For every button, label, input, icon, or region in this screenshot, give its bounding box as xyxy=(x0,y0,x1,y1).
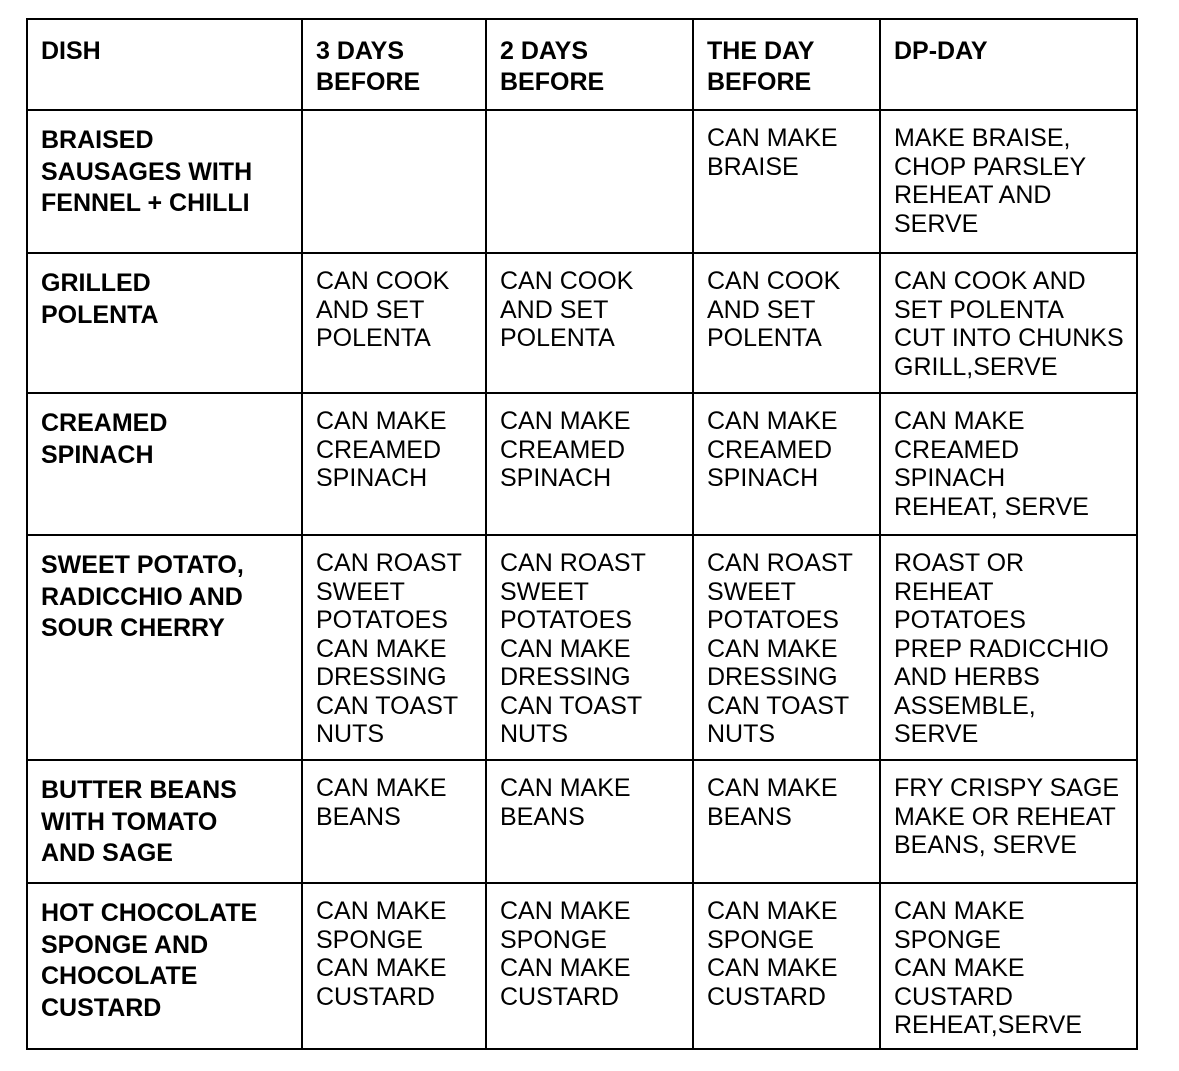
task-cell: CAN ROAST SWEET POTATOES CAN MAKE DRESSING CAN TOAST NUTS xyxy=(693,535,880,760)
task-cell: CAN ROAST SWEET POTATOES CAN MAKE DRESSING CAN TOAST NUTS xyxy=(302,535,486,760)
task-cell: CAN MAKE SPONGE CAN MAKE CUSTARD REHEAT,SERVE xyxy=(880,883,1137,1049)
task-cell: CAN MAKE CREAMED SPINACH xyxy=(486,393,693,535)
task-cell: CAN MAKE CREAMED SPINACH REHEAT, SERVE xyxy=(880,393,1137,535)
table-row xyxy=(27,883,1137,1049)
task-cell: FRY CRISPY SAGE MAKE OR REHEAT BEANS, SERVE xyxy=(880,760,1137,883)
task-cell: CAN COOK AND SET POLENTA xyxy=(486,253,693,393)
header-3-days-before: 3 DAYS BEFORE xyxy=(302,19,486,110)
task-cell xyxy=(302,110,486,253)
header-row xyxy=(27,19,1137,110)
task-cell: CAN MAKE SPONGE CAN MAKE CUSTARD xyxy=(693,883,880,1049)
dish-name: GRILLED POLENTA xyxy=(27,253,302,393)
header-2-days-before: 2 DAYS BEFORE xyxy=(486,19,693,110)
table-row xyxy=(27,110,1137,253)
table-row xyxy=(27,535,1137,760)
dish-name: HOT CHOCOLATE SPONGE AND CHOCOLATE CUSTARD xyxy=(27,883,302,1049)
task-cell: CAN MAKE SPONGE CAN MAKE CUSTARD xyxy=(486,883,693,1049)
task-cell: CAN MAKE BRAISE xyxy=(693,110,880,253)
task-cell: CAN COOK AND SET POLENTA CUT INTO CHUNKS GRILL,SERVE xyxy=(880,253,1137,393)
task-cell xyxy=(486,110,693,253)
task-cell: CAN MAKE BEANS xyxy=(302,760,486,883)
task-cell: CAN COOK AND SET POLENTA xyxy=(302,253,486,393)
prep-schedule-table xyxy=(26,18,1138,1050)
task-cell: CAN MAKE BEANS xyxy=(693,760,880,883)
task-cell: ROAST OR REHEAT POTATOES PREP RADICCHIO AND HERBS ASSEMBLE, SERVE xyxy=(880,535,1137,760)
task-cell: CAN MAKE SPONGE CAN MAKE CUSTARD xyxy=(302,883,486,1049)
task-cell: CAN COOK AND SET POLENTA xyxy=(693,253,880,393)
header-dp-day: DP-DAY xyxy=(880,19,1137,110)
task-cell: CAN MAKE BEANS xyxy=(486,760,693,883)
table-row xyxy=(27,393,1137,535)
task-cell: CAN MAKE CREAMED SPINACH xyxy=(302,393,486,535)
table-row xyxy=(27,760,1137,883)
table-row xyxy=(27,253,1137,393)
header-dish: DISH xyxy=(27,19,302,110)
header-day-before: THE DAY BEFORE xyxy=(693,19,880,110)
task-cell: MAKE BRAISE, CHOP PARSLEY REHEAT AND SERVE xyxy=(880,110,1137,253)
task-cell: CAN MAKE CREAMED SPINACH xyxy=(693,393,880,535)
dish-name: BUTTER BEANS WITH TOMATO AND SAGE xyxy=(27,760,302,883)
task-cell: CAN ROAST SWEET POTATOES CAN MAKE DRESSING CAN TOAST NUTS xyxy=(486,535,693,760)
dish-name: SWEET POTATO, RADICCHIO AND SOUR CHERRY xyxy=(27,535,302,760)
dish-name: CREAMED SPINACH xyxy=(27,393,302,535)
dish-name: BRAISED SAUSAGES WITH FENNEL + CHILLI xyxy=(27,110,302,253)
